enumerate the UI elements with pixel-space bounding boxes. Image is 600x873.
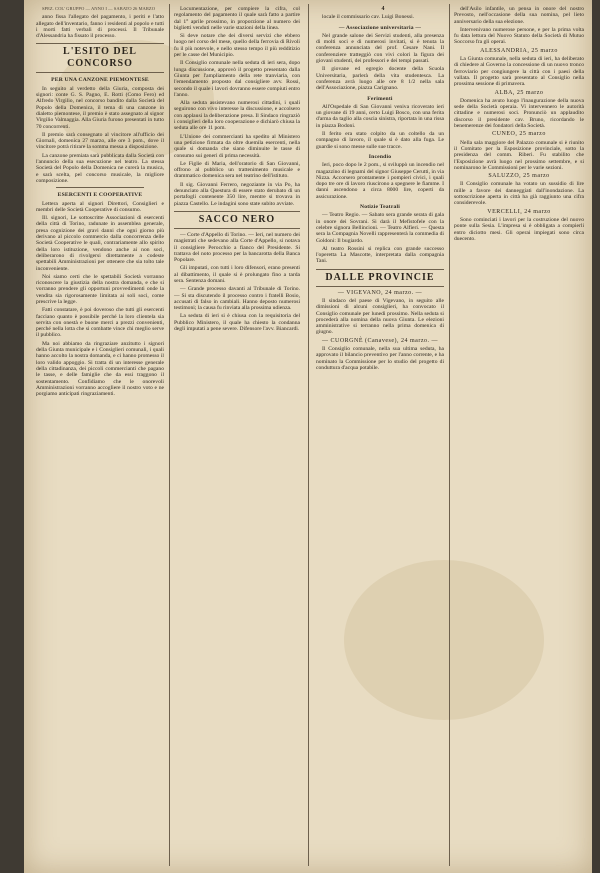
column-rule (449, 4, 450, 866)
section-title: Notizie Teatrali (359, 204, 401, 211)
dateline: SALUZZO, 25 marzo (488, 173, 550, 180)
page-number: 4 (381, 6, 385, 12)
article-paragraph: Lettera aperta al signori Direttori, Consiglieri e membri delle Società Cooperative di consumo. (36, 200, 164, 213)
section-title: DALLE PROVINCIE (316, 269, 444, 287)
article-paragraph: La seduta di ieri si è chiusa con la requisitoria del Pubblico Ministero, il quale ha chiesto la condanna degli imputati a pene severe. Difensore l'avv. Biancardi. (174, 313, 300, 333)
column-3 (316, 6, 444, 866)
divider (56, 187, 144, 188)
column-4 (454, 6, 584, 866)
article-paragraph: Alla seduta assistevano numerosi cittadini, i quali seguirono con vivo interesse la discussione, e accolsero con applausi la deliberazione presa. Il Sindaco ringraziò i consiglieri della loro cooperazione e dichiarò chiusa la seduta alle ore 11 pom. (174, 100, 300, 132)
lead-paragraph: Locumentazione, per compiere la cifra, col regolamento del pagamento il quale sarà fatto a partire dal 1° aprile prossimo, in proporzione al numero dei biglietti venduti nelle varie stazioni della linea. (174, 6, 300, 31)
article-paragraph: Noi siamo certi che le spettabili Società vorranno riconoscere la giustizia della nostra domanda, e che si vorranno prendere gli opportuni provvedimenti onde la vendita sia rigorosamente limitata ai soli soci, come prescrive la legge. (36, 273, 164, 305)
article-paragraph: Fatti constatare, è poi doveroso che tutti gli esercenti facciano quanto è possibile perché la loro clientela sia servita con onestà e buone merci a prezzi convenienti, perché nella lotta che si combatte vince chi meglio serve il pubblico. (36, 307, 164, 339)
dateline: — VIGEVANO, 24 marzo. — (337, 289, 423, 296)
article-paragraph: — Teatro Regio. — Sabato sera grande serata di gala in onore dei Sovrani. Si darà il Mefistofele con la celebre signora Bellincioni. — Teatro Alfieri. — Questa sera la Compagnia Novelli rappresenterà la commedia di Goldoni: Il bugiardo. (316, 212, 444, 244)
article-paragraph: Il sig. Giovanni Ferrero, negoziante in via Po, ha denunciato alla Questura di essere stato derubato di un portafogli contenente 350 lire, mentre si trovava in piazza Castello. Le indagini sono state subito avviate. (174, 181, 300, 207)
article-paragraph: — Grande processo davanti al Tribunale di Torino. — Si sta discutendo il processo contro i fratelli Bosio, accusati di falso in cambiali. Hanno deposto numerosi testimoni; la causa fu rinviata alla prossima udienza. (174, 286, 300, 312)
article-paragraph: Ma noi abbiamo da ringraziare anzitutto i signori della Giunta municipale e i Consiglieri comunali, i quali hanno accolto la nostra domanda, e ci hanno promesso il loro valido appoggio. Si tratta di un interesse generale della cittadinanza, dei piccoli commercianti che pagano le tasse, e delle famiglie che da essi traggono il sostentamento. Confidiamo che le onorevoli Amministrazioni vorranno accogliere il nostro voto e ne porgiamo anticipati ringraziamenti. (36, 340, 164, 398)
column-rule (308, 4, 309, 866)
article-paragraph: All'Ospedale di San Giovanni veniva ricoverato ieri un giovane di 19 anni, certo Luigi Bosco, con una ferita d'arma da taglio alla coscia sinistra, riportata in una rissa in piazza Bodoni. (316, 103, 444, 129)
column-2 (174, 6, 300, 866)
section-subtitle: PER UNA CANZONE PIEMONTESE (51, 77, 149, 84)
dateline: VERCELLI, 24 marzo (487, 208, 551, 215)
dateline: CUNEO, 25 marzo (492, 131, 546, 138)
column-rule (169, 4, 170, 866)
section-title: SACCO NERO (174, 211, 300, 229)
newspaper-page (24, 0, 592, 873)
article-paragraph: Il Consiglio comunale ha votato un sussidio di lire mille a favore dei danneggiati dall'inondazione. La sottoscrizione aperta in città ha già raggiunto una cifra considerevole. (454, 181, 584, 207)
article-paragraph: In seguito al verdetto della Giuria, composta dei signori: conte G. S. Pagno, E. Rotti (Como Fero) ed Alfredo Virgilio, nel concorso bandito dalla Società del Popolo della Domenica, il tema di una canzone in dialetto piemontese, il premio è stato assegnato al signor Virgilio Valmaggia. Alla Giuria furono presentati in tutto 70 concorrenti. (36, 85, 164, 130)
article-paragraph: Il Consiglio comunale nella seduta di ieri sera, dopo lunga discussione, approvò il progetto presentato dalla Giunta per l'ampliamento della rete tranviaria, con l'emendamento proposto dal consigliere avv. Rossi, secondo il quale i lavori dovranno essere compiuti entro l'anno. (174, 60, 300, 98)
article-paragraph: Il ferito era stato colpito da un coltello da un compagno di lavoro, il quale si è dato alla fuga. Le guardie si sono messe sulle sue tracce. (316, 131, 444, 150)
column-1 (36, 6, 164, 866)
section-title: ESERCENTI E COOPERATIVE (57, 192, 143, 199)
lead-paragraph: dell'Asilo infantile, un pensa in onore del nostro Prevosto, nell'occasione della sua nomina, pel lieto anniversario della sua elezione. (454, 6, 584, 25)
lead-paragraph: anno fissa l'allegato del pagamento, i periti e l'atto allegato dell'inventario, fanno i residenti al popolo e tutti i morti fatti verbali di processi. Il Tribunale d'Alessandria ha fissato il processo. (36, 14, 164, 40)
lead-paragraph: locale il commissario cav. Luigi Bonessi. (322, 14, 415, 21)
article-paragraph: Il giovane ed egregio docente della Scuola Universitaria, parlerà della vita studentesca. La conferenza avrà luogo alle ore 8 1/2 nella sala dell'Associazione, piazza Carignano. (316, 66, 444, 92)
dateline: ALBA, 25 marzo (494, 89, 544, 96)
article-paragraph: Al teatro Rossini si replica con grande successo l'operetta La Mascotte, interpretata dalla compagnia Tani. (316, 245, 444, 265)
article-paragraph: Il premio sarà consegnato al vincitore all'ufficio dei Giornali, domenica 27 marzo, alle ore 3 pom., dove il vincitore potrà ritirare la somma messa a disposizione. (36, 131, 164, 151)
section-title: L'ESITO DEL CONCORSO (36, 43, 164, 73)
section-title: — Associazione universitaria — (338, 24, 422, 31)
article-paragraph: — Corte d'Appello di Torino. — Ieri, nel numero dei magistrati che sedevano alla Corte d'Appello, si notava il consigliere Perocchio a fianco del Presidente. Si trattava del noto processo per la bancarotta della Banca Popolare. (174, 231, 300, 264)
article-paragraph: Ieri, poco dopo le 2 pom., si sviluppò un incendio nel magazzino di legnami del signor Giuseppe Cerutti, in via Nizza. Accorsero prontamente i pompieri civici, i quali dopo tre ore di lavoro riuscirono a spegnere le fiamme. I danni ascendono a circa 8000 lire, coperti da assicurazione. (316, 162, 444, 200)
article-paragraph: Si deve notare che dei diversi servizi che ebbero luogo nel corso del mese, quello della ferrovia di Rivoli fu il più notevole, e nello stesso tempo il più redditizio per le casse del Municipio. (174, 33, 300, 59)
article-paragraph: Il Consiglio comunale, nella sua ultima seduta, ha approvato il bilancio preventivo per l'anno corrente, e ha nominato la Commissione per lo studio del progetto di conduttura d'acqua potabile. (316, 346, 444, 371)
article-paragraph: La canzone premiata sarà pubblicata dalla Società con l'annuncio della sua esecuzione nel teatro. La stessa Società del Popolo della Domenica ne curerà la musica, e sarà scelta, pel concorso musicale, la migliore composizione. (36, 152, 164, 184)
article-paragraph: Nella sala maggiore del Palazzo comunale si è riunito il Comitato per la Esposizione provinciale, sotto la presidenza del comm. Riberi. Fu stabilito che l'Esposizione avrà luogo nel prossimo settembre, e si nominarono le Commissioni per le varie sezioni. (454, 139, 584, 171)
article-paragraph: Il sindaco del paese di Vigevano, in seguito alle dimissioni di alcuni consiglieri, ha convocato il Consiglio comunale per lunedì prossimo. Nella seduta si procederà alla nomina della nuova Giunta. Le elezioni amministrative si terranno nella prima domenica di giugno. (316, 297, 444, 336)
article-paragraph: Nel grande salone dei Servizi studenti, alla presenza di molti soci e di numerosi invitati, si è tenuta la conferenza annunciata del prof. Cesare Nani. Il conferenziere tratteggiò con vivi colori la figura dei giovani studenti, dei professori e dei tempi passati. (316, 32, 444, 65)
article-paragraph: La Giunta comunale, nella seduta di ieri, ha deliberato di chiedere al Governo la concessione di un nuovo tronco ferroviario per congiungere la città con i paesi della vallata. Il progetto sarà presentato al Consiglio nella prossima sessione di primavera. (454, 56, 584, 88)
article-paragraph: Ill. signori, Le sottoscritte Associazioni di esercenti della città di Torino, radunate in assemblea generale, presa cognizione dei gravi danni che ogni giorno più derivano al piccolo commercio dalla concorrenza delle Società Cooperative le quali, contrariamente allo spirito della loro istituzione, vendono anche ai non soci, deliberarono di rivolgersi direttamente a codeste spettabili Amministrazioni per ottenere che sia tolto tale inconveniente. (36, 215, 164, 272)
article-paragraph: Domenica ha avuto luogo l'inaugurazione della nuova sede della Società operaia. Vi intervennero le autorità cittadine e numerosi soci. Pronunciò un applaudito discorso il presidente cav. Bruno, ricordando le benemerenze dei fondatori della Società. (454, 97, 584, 130)
dateline: ALESSANDRIA, 25 marzo (480, 47, 558, 54)
article-paragraph: Gli imputati, con tutti i loro difensori, erano presenti al dibattimento, il quale si è prolungato fino a tarda sera. Sentenza domani. (174, 265, 300, 284)
section-title: Incendio (368, 153, 392, 160)
article-paragraph: Intervenivano numerose persone, e per la prima volta fu data lettura del Nuovo Statuto della Società di Mutuo Soccorso fra gli operai. (454, 26, 584, 46)
dateline: — CUORGNÈ (Canavese), 24 marzo. — (322, 337, 438, 344)
article-paragraph: L'Unione dei commercianti ha spedito al Ministero una petizione firmata da oltre duemila esercenti, nella quale si domanda che siano diminuite le tasse di consumo sui generi di prima necessità. (174, 133, 300, 159)
article-paragraph: Le Figlie di Maria, dell'oratorio di San Giovanni, offrono al pubblico un trattenimento musicale e drammatico domenica sera nel teatrino dell'istituto. (174, 160, 300, 180)
section-title: Ferimenti (367, 95, 393, 102)
running-header: SPEZ. COL' GRUPPO — ANNO I — SABATO 26 MARZO (42, 6, 156, 11)
article-paragraph: Sono cominciati i lavori per la costruzione del nuovo ponte sulla Sesia. L'impresa si è obbligata a compierli entro diciotto mesi. Gli operai impiegati sono circa duecento. (454, 216, 584, 242)
